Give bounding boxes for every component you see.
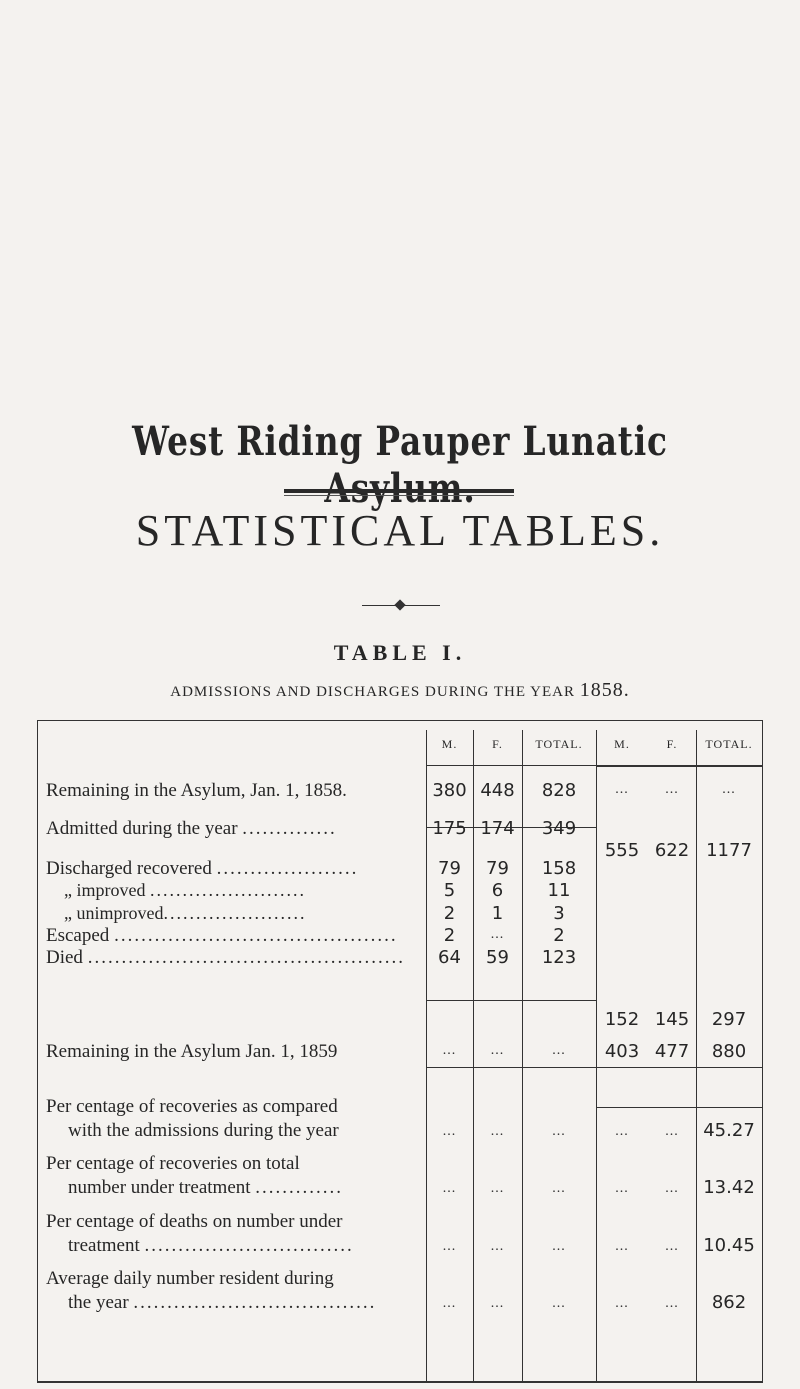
col-header-m: M. (441, 737, 458, 751)
row-label-remaining-1858: Remaining in the Asylum, Jan. 1, 1858. (46, 780, 347, 801)
cell-remaining-1859-f: ... (490, 1043, 505, 1058)
cell-pct-adm-f: ... (490, 1124, 505, 1139)
cell-pct-adm-value: 45.27 (703, 1120, 755, 1141)
cell-remaining-1858-m: 380 (432, 780, 467, 801)
cell-sum-admit-m: 555 (604, 840, 640, 861)
cell-remaining-1858-total: 828 (541, 780, 577, 801)
remaining-rule-left (426, 1067, 596, 1068)
cell-pct-adm-total: ... (552, 1124, 566, 1139)
cell-avg-f2: ... (665, 1296, 679, 1311)
subtitle-text: ADMISSIONS AND DISCHARGES DURING THE YEAR (170, 684, 576, 700)
row-label-average-daily-1: Average daily number resident during (46, 1268, 334, 1289)
cell-pct-adm-f2: ... (665, 1124, 679, 1139)
cell-remaining-1859-f2: 477 (654, 1041, 690, 1062)
table-top-rule (37, 720, 763, 721)
cell-avg-value: 862 (711, 1292, 747, 1313)
average-daily-text: the year (68, 1292, 129, 1313)
cell-pct-tot-value: 13.42 (703, 1177, 755, 1198)
col-header-f: F. (492, 737, 503, 751)
died-text: Died (46, 947, 83, 968)
cell-admitted-m: 175 (432, 818, 467, 839)
leader-dots: ...................... (163, 903, 307, 923)
escaped-text: Escaped (46, 925, 110, 946)
row-label-pct-recoveries-admissions-1: Per centage of recoveries as compared (46, 1096, 338, 1117)
cell-improved-f: 6 (491, 880, 504, 901)
header-underline-left (426, 765, 596, 766)
remaining-rule-right (596, 1067, 762, 1068)
row-label-pct-recoveries-admissions-2: with the admissions during the year (68, 1120, 339, 1141)
cell-sum-admit-f: 622 (654, 840, 690, 861)
row-label-average-daily-2 (68, 1292, 376, 1314)
out-sum-rule (426, 1000, 596, 1001)
discharged-text: Discharged recovered (46, 858, 212, 879)
cell-sum-out-f: 145 (654, 1009, 690, 1030)
title-rule-thin (284, 495, 514, 496)
cell-remaining-1859-total2: 880 (711, 1041, 747, 1062)
row-label-improved (64, 880, 306, 901)
cell-escaped-total: 2 (553, 925, 565, 946)
unimproved-text: „ unimproved (64, 903, 164, 923)
page-heading: STATISTICAL TABLES. (135, 506, 665, 555)
improved-text: „ improved (64, 880, 146, 900)
cell-improved-total: 11 (547, 880, 571, 901)
leader-dots: ............................... (144, 1235, 354, 1256)
row-label-pct-recoveries-total-2 (68, 1177, 343, 1199)
row-label-died (46, 947, 405, 969)
leader-dots: .......................................... (114, 925, 398, 946)
cell-pct-tot-m2: ... (615, 1181, 629, 1196)
row-label-pct-recoveries-total-1: Per centage of recoveries on total (46, 1153, 300, 1174)
row-label-discharged-recovered (46, 858, 358, 880)
pct-rule (596, 1107, 762, 1108)
cell-remaining-1858-f: 448 (480, 780, 515, 801)
row-label-escaped (46, 925, 398, 947)
cell-pct-deaths-f2: ... (665, 1239, 679, 1254)
cell-died-f: 59 (486, 947, 509, 968)
cell-remaining-1859-total: ... (552, 1043, 566, 1058)
cell-recovered-m: 79 (438, 858, 461, 879)
cell-pct-deaths-m2: ... (615, 1239, 629, 1254)
cell-avg-f: ... (490, 1296, 505, 1311)
title-rule (284, 489, 514, 493)
asylum-name: West Riding Pauper Lunatic (132, 418, 668, 465)
col-header-m2: M. (614, 737, 630, 751)
diamond-ornament-icon (394, 599, 405, 610)
row-label-pct-deaths-2 (68, 1235, 354, 1257)
cell-pct-tot-f2: ... (665, 1181, 679, 1196)
cell-pct-deaths-m: ... (442, 1239, 457, 1254)
cell-remaining-1858-total2: ... (722, 782, 736, 797)
cell-died-m: 64 (438, 947, 461, 968)
cell-unimproved-m: 2 (443, 903, 456, 924)
col-header-f2: F. (666, 737, 678, 751)
cell-remaining-1858-m2: ... (615, 782, 629, 797)
row-label-admitted (46, 818, 337, 840)
pct-deaths-text: treatment (68, 1235, 140, 1256)
pct-total-text: number under treatment (68, 1177, 251, 1198)
row-label-remaining-1859: Remaining in the Asylum Jan. 1, 1859 (46, 1041, 338, 1062)
table-number: TABLE I. (333, 640, 467, 665)
leader-dots: .............. (242, 818, 337, 839)
cell-remaining-1859-m2: 403 (604, 1041, 640, 1062)
table-left-border (37, 720, 38, 1382)
subtitle-year: 1858. (579, 679, 630, 701)
cell-admitted-f: 174 (480, 818, 515, 839)
col-header-total2: TOTAL. (705, 737, 753, 751)
cell-remaining-1859-m: ... (442, 1043, 457, 1058)
cell-sum-out-m: 152 (604, 1009, 640, 1030)
cell-avg-m: ... (442, 1296, 457, 1311)
cell-escaped-m: 2 (443, 925, 456, 946)
cell-admitted-total: 349 (541, 818, 577, 839)
cell-improved-m: 5 (443, 880, 456, 901)
cell-recovered-total: 158 (541, 858, 577, 879)
col-header-total: TOTAL. (535, 737, 583, 751)
cell-avg-m2: ... (615, 1296, 629, 1311)
cell-pct-tot-f: ... (490, 1181, 505, 1196)
leader-dots: ............. (255, 1177, 344, 1198)
table-subtitle (0, 679, 800, 702)
cell-escaped-f: ... (490, 927, 505, 942)
leader-dots: ............................................... (87, 947, 405, 968)
admitted-text: Admitted during the year (46, 818, 238, 839)
cell-sum-admit-total: 1177 (706, 840, 752, 861)
cell-pct-tot-m: ... (442, 1181, 457, 1196)
cell-remaining-1858-f2: ... (665, 782, 679, 797)
leader-dots: ..................... (216, 858, 359, 879)
row-label-unimproved (64, 903, 306, 924)
cell-unimproved-f: 1 (491, 903, 504, 924)
cell-pct-adm-m2: ... (615, 1124, 629, 1139)
table-right-border (762, 720, 763, 1382)
cell-pct-tot-total: ... (552, 1181, 566, 1196)
cell-sum-out-total: 297 (711, 1009, 747, 1030)
cell-pct-deaths-total: ... (552, 1239, 566, 1254)
cell-recovered-f: 79 (486, 858, 509, 879)
cell-died-total: 123 (541, 947, 577, 968)
cell-unimproved-total: 3 (553, 903, 565, 924)
leader-dots: ........................ (149, 880, 306, 900)
cell-pct-adm-m: ... (442, 1124, 457, 1139)
cell-avg-total: ... (552, 1296, 566, 1311)
cell-pct-deaths-f: ... (490, 1239, 505, 1254)
leader-dots: .................................... (133, 1292, 377, 1313)
table-bottom-border (37, 1381, 763, 1383)
header-underline-right (596, 765, 762, 767)
row-label-pct-deaths-1: Per centage of deaths on number under (46, 1211, 343, 1232)
cell-pct-deaths-value: 10.45 (703, 1235, 755, 1256)
